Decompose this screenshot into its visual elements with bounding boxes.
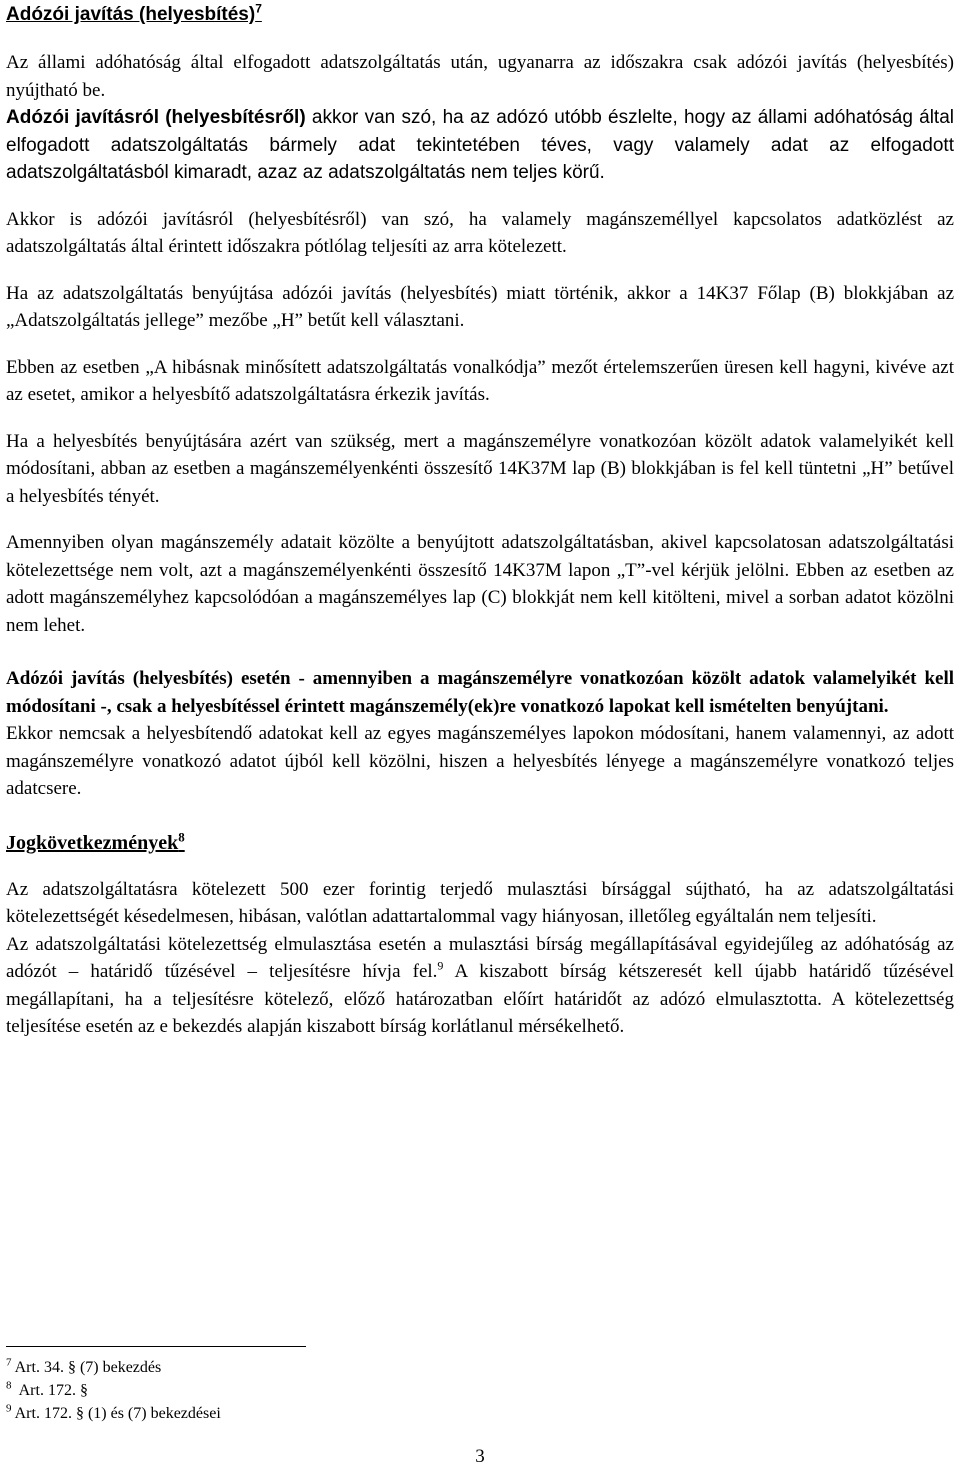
footnote-number: 7 — [6, 1356, 12, 1369]
paragraph-2-bold: Adózói javításról (helyesbítésről) — [6, 107, 306, 128]
paragraph-11 — [6, 931, 954, 1041]
footnotes — [6, 1356, 221, 1425]
paragraph-10: Az adatszolgáltatásra kötelezett 500 ezer forintig terjedő mulasztási bírsággal sújtható, ha az adatszolgáltatási kötelezettségét késedelmesen, hibásan, valótlan adattartalommal vagy hiányosan, illetőleg egyáltalán nem teljesíti. — [6, 878, 954, 927]
section-heading-jogkovetkezmenyek — [6, 829, 954, 857]
footnote-8 — [6, 1379, 221, 1402]
paragraph-2 — [6, 104, 954, 187]
section-heading-adozoi-javitas — [6, 2, 954, 28]
paragraph-5: Ebben az esetben „A hibásnak minősített adatszolgáltatás vonalkódja” mezőt értelemszerűen üresen kell hagyni, kivéve azt az esetet, amikor a helyesbítő adatszolgáltatásra érkezik javítás. — [6, 356, 954, 405]
footnote-ref-9: 9 — [437, 958, 444, 973]
footnote-number: 8 — [6, 1379, 12, 1392]
paragraph-11-part1: Az adatszolgáltatási kötelezettség elmulasztása esetén a mulasztási bírság megállapításával egyidejűleg az adóhatóság az adózót – határidő tűzésével – teljesítésre hívja fel. — [6, 933, 954, 982]
paragraph-8-bold: Adózói javítás (helyesbítés) esetén - amennyiben a magánszemélyre vonatkozóan közölt adatok valamelyikét kell módosítani -, csak a helyesbítéssel érintett magánszemély(ek)re vonatkozó lapokat kell ismételten benyújtani. — [6, 668, 954, 717]
paragraph-3: Akkor is adózói javításról (helyesbítésről) van szó, ha valamely magánszeméllyel kapcsolatos adatközlést az adatszolgáltatás által érintett időszakra pótlólag teljesíti az arra kötelezett. — [6, 208, 954, 257]
footnote-text: Art. 34. § (7) bekezdés — [11, 1359, 162, 1376]
heading-text: Jogkövetkezmények — [6, 831, 179, 854]
footnote-number: 9 — [6, 1402, 12, 1415]
paragraph-11-part2: A kiszabott bírság kétszeresét kell újabb határidő tűzésével megállapítani, ha a teljesítésre kötelező, előző határozatban előírt határidőt az adózó elmulasztotta. A kötelezettség teljesítése esetén az e bekezdés alapján kiszabott bírság korlátlanul mérsékelhető. — [6, 961, 954, 1037]
footnote-ref-8: 8 — [178, 828, 185, 844]
page-number: 3 — [475, 1446, 485, 1467]
paragraph-7: Amennyiben olyan magánszemély adatait közölte a benyújtott adatszolgáltatásban, akivel kapcsolatosan adatszolgáltatási kötelezettsége nem volt, azt a magánszemélyenkénti összesítő 14K37M lapon „T”-vel kérjük jelölni. Ebben az esetben az adott magánszemélyhez kapcsolódóan a magánszemélyes lap (C) blokkját nem kell kitölteni, mivel a sorban adatot közölni nem lehet. — [6, 532, 954, 636]
paragraph-1: Az állami adóhatóság által elfogadott adatszolgáltatás után, ugyanarra az időszakra csak adózói javítás (helyesbítés) nyújtható be. — [6, 52, 954, 101]
footnote-text: Art. 172. § (1) és (7) bekezdései — [11, 1405, 221, 1422]
paragraph-4: Ha az adatszolgáltatás benyújtása adózói javítás (helyesbítés) miatt történik, akkor a 14K37 Főlap (B) blokkjában az „Adatszolgáltatás jellege” mezőbe „H” betűt kell választani. — [6, 282, 954, 331]
footnote-text: Art. 172. § — [11, 1382, 88, 1399]
paragraph-6: Ha a helyesbítés benyújtására azért van szükség, mert a magánszemélyre vonatkozóan közölt adatok valamelyikét kell módosítani, abban az esetben a magánszemélyenkénti összesítő 14K37M lap (B) blokkjában is fel kell tüntetni „H” betűvel a helyesbítés tényét. — [6, 430, 954, 507]
footnote-7 — [6, 1356, 221, 1379]
footnote-9 — [6, 1402, 221, 1425]
heading-text: Adózói javítás (helyesbítés) — [6, 4, 256, 25]
footnote-separator — [6, 1346, 306, 1347]
paragraph-9: Ekkor nemcsak a helyesbítendő adatokat kell az egyes magánszemélyes lapokon módosítani, hanem valamennyi, az adott magánszemélyre vonatkozó adatot újból kell közölni, hiszen a helyesbítés lényege a magánszemélyre vonatkozó teljes adatcsere. — [6, 723, 954, 799]
paragraph-2-text: akkor van szó, ha az adózó utóbb észlelte, hogy az állami adóhatóság által elfogadott adatszolgáltatás bármely adat tekintetében téves, vagy valamely adat az elfogadott adatszolgáltatásból kimaradt, azaz az adatszolgáltatás nem teljes körű. — [6, 107, 954, 183]
footnote-ref-7: 7 — [255, 1, 262, 16]
